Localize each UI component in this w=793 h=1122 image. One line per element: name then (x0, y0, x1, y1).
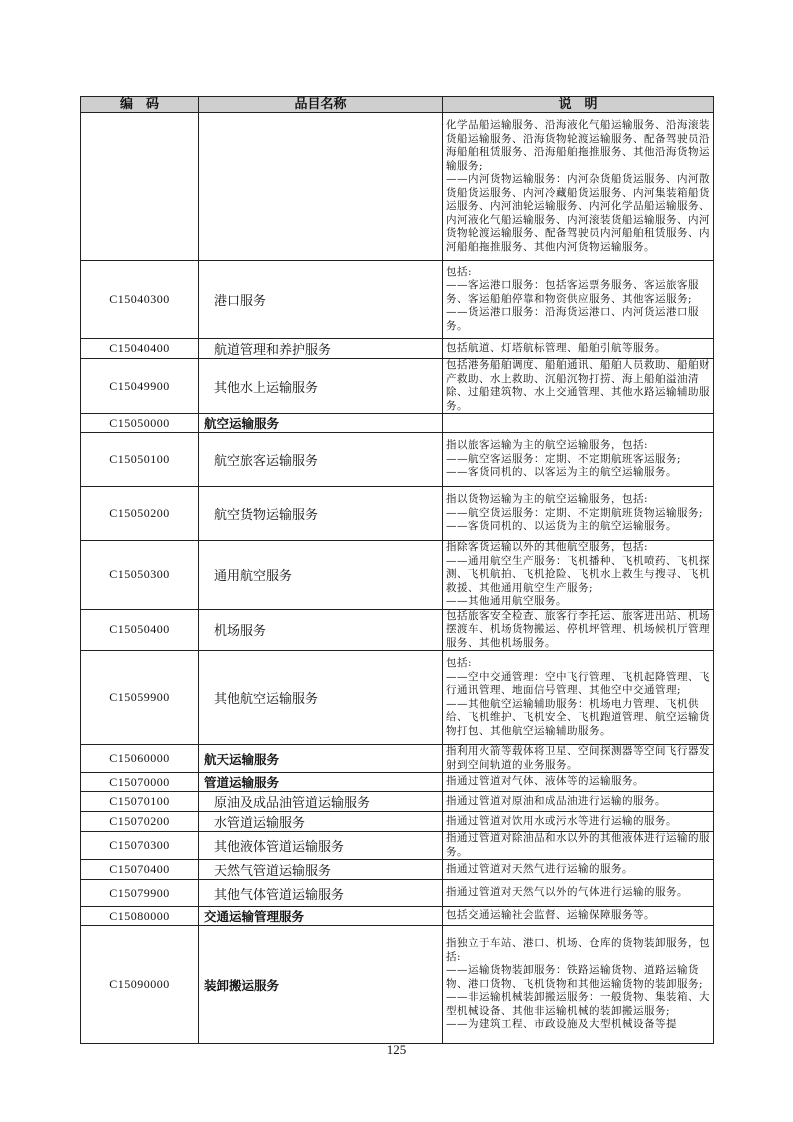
item-description (443, 832, 714, 860)
item-name: 航天运输服务 (204, 751, 280, 767)
description-paragraph: 指通过管道对天然气进行运输的服务。 (446, 862, 633, 875)
description-paragraph: 包括航道、灯塔航标管理、船舶引航等服务。 (446, 341, 666, 354)
description-paragraph: ——运输货物装卸服务：铁路运输货物、道路运输货物、港口货物、飞机货物和其他运输货物的装卸服务; (446, 964, 704, 990)
item-description (443, 651, 714, 745)
table-row (81, 745, 714, 773)
item-name: 其他液体管道运输服务 (214, 840, 345, 855)
item-name-cell (199, 832, 443, 860)
description-paragraph: 指通过管道对原油和成品油进行运输的服务。 (446, 794, 666, 807)
table-row (81, 113, 714, 261)
item-description (443, 487, 714, 541)
table-row (81, 414, 714, 433)
description-paragraph: 指除客货运输以外的其他航空服务，包括: (446, 541, 649, 553)
item-name (202, 179, 214, 194)
item-description (443, 860, 714, 880)
item-name-cell (199, 487, 443, 541)
header-desc: 说 明 (443, 97, 714, 113)
item-code: C15070200 (81, 812, 199, 832)
table-row (81, 832, 714, 860)
item-name: 港口服务 (214, 294, 267, 309)
description-paragraph: ——通用航空生产服务：飞机播种、飞机喷药、飞机探测、飞机航拍、飞机抢险、飞机水上救生与搜寻、飞机救援、其他通用航空生产服务; (446, 554, 710, 594)
description-paragraph: ——航空货运服务：定期、不定期航班货物运输服务; (446, 506, 704, 519)
item-code: C15070100 (81, 792, 199, 812)
item-code: C15090000 (81, 926, 199, 1044)
header-code: 编 码 (81, 97, 199, 113)
table-row (81, 359, 714, 414)
item-description (443, 113, 714, 261)
item-code: C15040300 (81, 261, 199, 339)
table-row (81, 433, 714, 487)
item-description (443, 773, 714, 792)
item-code (81, 113, 199, 261)
item-code: C15050400 (81, 609, 199, 651)
item-code: C15079900 (81, 880, 199, 907)
item-code: C15060000 (81, 745, 199, 773)
description-paragraph: ——客运港口服务：包括客运票务服务、客运旅客服务、客运船舶停靠和物资供应服务、其他客运服务; (446, 279, 699, 305)
item-code: C15049900 (81, 359, 199, 414)
item-name-cell (199, 113, 443, 261)
table-body (81, 113, 714, 1044)
description-paragraph: 指通过管道对气体、液体等的运输服务。 (446, 775, 644, 788)
item-name-cell (199, 359, 443, 414)
description-paragraph: ——为建筑工程、市政设施及大型机械设备等提 (446, 1018, 677, 1031)
item-name-cell (199, 261, 443, 339)
item-description (443, 926, 714, 1044)
item-name-cell (199, 812, 443, 832)
item-code: C15050100 (81, 433, 199, 487)
table-row (81, 792, 714, 812)
item-name: 航道管理和养护服务 (214, 343, 332, 358)
description-paragraph: 指通过管道对除油品和水以外的其他液体进行运输的服务。 (446, 832, 710, 858)
item-name: 航空运输服务 (204, 416, 280, 431)
item-name-cell (199, 860, 443, 880)
item-code: C15070000 (81, 773, 199, 792)
table-row (81, 907, 714, 926)
item-name: 天然气管道运输服务 (214, 864, 332, 879)
item-description (443, 359, 714, 414)
item-name: 航空旅客运输服务 (214, 454, 319, 469)
description-paragraph: ——内河货物运输服务：内河杂货船货运服务、内河散货船货运服务、内河冷藏船货运服务、内河集装箱船货运服务、内河油轮运输服务、内河化学品船运输服务、内河液化气船运输服务、内河滚装货船运输服务、内河货物轮渡运输服务、配备驾驶员内河船舶租赁服务、内河船舶拖推服务、其他内河货物运输服务。 (446, 173, 710, 253)
item-description (443, 261, 714, 339)
description-paragraph: 包括旅客安全检查、旅客行李托运、旅客进出站、机场摆渡车、机场货物搬运、停机坪管理、机场候机厅管理服务、其他机场服务。 (446, 609, 710, 649)
item-name-cell (199, 907, 443, 926)
description-paragraph: 包括: (446, 265, 473, 278)
item-description (443, 609, 714, 651)
description-paragraph: 指通过管道对天然气以外的气体进行运输的服务。 (446, 886, 688, 899)
description-paragraph: 指通过管道对饮用水或污水等进行运输的服务。 (446, 814, 677, 827)
item-code: C15050300 (81, 541, 199, 610)
item-description (443, 792, 714, 812)
item-code: C15040400 (81, 339, 199, 359)
description-paragraph: 包括: (446, 657, 473, 669)
table-row (81, 541, 714, 610)
item-name: 装卸搬运服务 (204, 977, 280, 993)
item-name: 其他气体管道运输服务 (214, 887, 345, 903)
item-name: 其他水上运输服务 (214, 380, 319, 396)
item-name: 水管道运输服务 (214, 816, 306, 831)
description-paragraph: ——客货同机的、以客运为主的航空运输服务。 (446, 466, 677, 479)
description-paragraph: 指以货物运输为主的航空运输服务，包括: (446, 493, 649, 506)
description-paragraph: 指独立于车站、港口、机场、仓库的货物装卸服务，包括: (446, 937, 710, 963)
table-row (81, 880, 714, 907)
description-paragraph: 包括港务船舶调度、船舶通讯、船舶人员救助、船舶财产救助、水上救助、沉船沉物打捞、海上船舶溢油清除、过船建筑物、水上交通管理、其他水路运输辅助服务。 (446, 359, 710, 412)
header-name: 品目名称 (199, 97, 443, 113)
item-name: 航空货物运输服务 (214, 508, 319, 523)
description-paragraph: ——空中交通管理：空中飞行管理、飞机起降管理、飞行通讯管理、地面信号管理、其他空中交通管理; (446, 670, 710, 696)
item-name-cell (199, 651, 443, 745)
item-name-cell (199, 414, 443, 433)
item-name-cell (199, 773, 443, 792)
item-name: 通用航空服务 (214, 569, 293, 585)
item-description (443, 414, 714, 433)
table-row (81, 609, 714, 651)
item-description (443, 812, 714, 832)
table-row (81, 651, 714, 745)
description-paragraph: ——其他航空运输辅助服务：机场电力管理、飞机供给、飞机维护、飞机安全、飞机跑道管理、航空运输货物打包、其他航空运输辅助服务。 (446, 697, 710, 737)
page-number: 125 (386, 1042, 407, 1057)
description-paragraph: 化学品船运输服务、沿海液化气船运输服务、沿海滚装货船运输服务、沿海货物轮渡运输服务、配备驾驶员沿海船舶租赁服务、沿海船舶拖推服务、其他沿海货物运输服务; (446, 119, 710, 172)
item-name-cell (199, 745, 443, 773)
description-paragraph: ——航空客运服务：定期、不定期航班客运服务; (446, 452, 682, 465)
description-paragraph: ——客货同机的、以运货为主的航空运输服务。 (446, 520, 677, 533)
item-code: C15070400 (81, 860, 199, 880)
item-code: C15059900 (81, 651, 199, 745)
item-code: C15070300 (81, 832, 199, 860)
item-name: 原油及成品油管道运输服务 (214, 796, 371, 811)
table-row (81, 339, 714, 359)
item-description (443, 745, 714, 773)
description-paragraph: 指以旅客运输为主的航空运输服务，包括: (446, 439, 649, 452)
table-row (81, 860, 714, 880)
item-name: 机场服务 (214, 624, 267, 640)
item-description (443, 433, 714, 487)
description-paragraph: 包括交通运输社会监督、运输保障服务等。 (446, 909, 655, 922)
table-row (81, 487, 714, 541)
description-paragraph: ——非运输机械装卸搬运服务：一般货物、集装箱、大型机械设备、其他非运输机械的装卸搬运服务; (446, 991, 710, 1017)
item-name-cell (199, 926, 443, 1044)
item-description (443, 541, 714, 610)
table-row (81, 926, 714, 1044)
description-paragraph: ——其他通用航空服务。 (446, 595, 567, 607)
item-description (443, 339, 714, 359)
item-description (443, 880, 714, 907)
item-code: C15080000 (81, 907, 199, 926)
item-name: 管道运输服务 (204, 775, 280, 790)
description-paragraph: ——货运港口服务：沿海货运港口、内河货运港口服务。 (446, 306, 699, 332)
item-name: 交通运输管理服务 (204, 909, 305, 924)
item-name-cell (199, 609, 443, 651)
item-name-cell (199, 433, 443, 487)
item-name-cell (199, 792, 443, 812)
item-code: C15050200 (81, 487, 199, 541)
description-paragraph: 指利用火箭等载体将卫星、空间探测器等空间飞行器发射到空间轨道的业务服务。 (446, 745, 710, 771)
item-name-cell (199, 880, 443, 907)
item-description (443, 907, 714, 926)
catalog-table (80, 96, 714, 1044)
item-code: C15050000 (81, 414, 199, 433)
table-header-row (81, 97, 714, 113)
item-name-cell (199, 541, 443, 610)
table-row (81, 261, 714, 339)
table-row (81, 773, 714, 792)
item-name-cell (199, 339, 443, 359)
table-row (81, 812, 714, 832)
item-name: 其他航空运输服务 (214, 692, 319, 707)
